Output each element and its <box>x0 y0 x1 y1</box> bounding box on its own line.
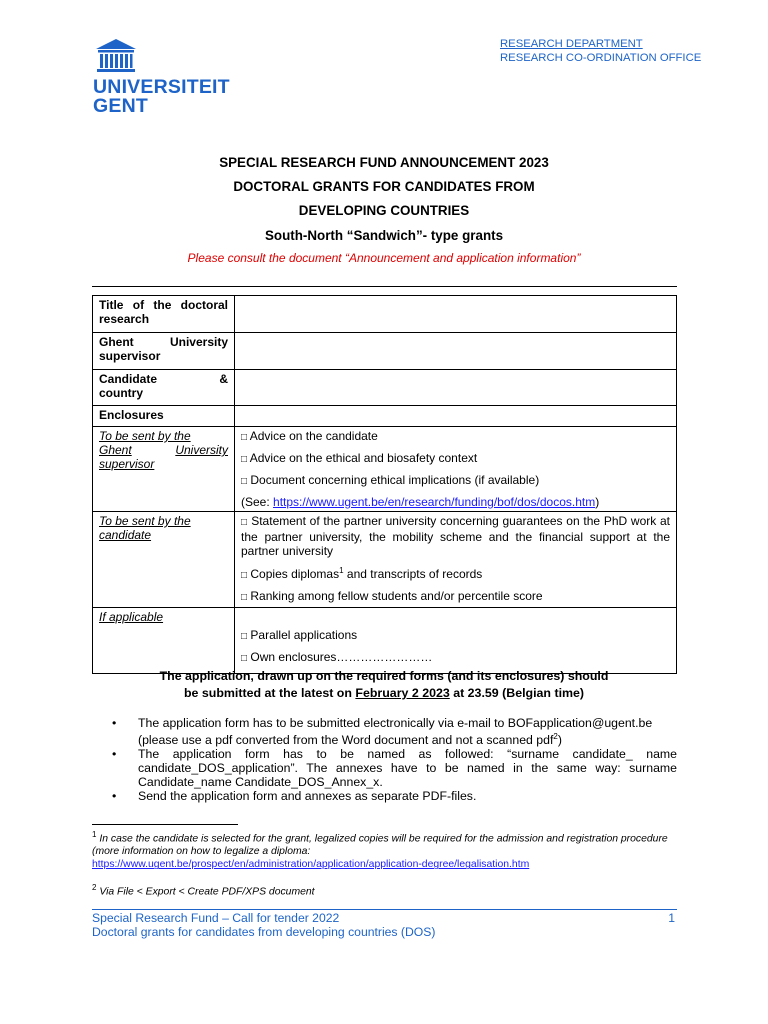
consult-note: Please consult the document “Announcement and application information” <box>187 251 581 265</box>
label-enclosures: Enclosures <box>93 406 235 427</box>
page-footer <box>92 911 677 939</box>
field-enclosures <box>235 406 677 427</box>
row-by-supervisor <box>93 427 677 512</box>
row-by-candidate <box>93 512 677 608</box>
list-item: □ Parallel applications <box>241 628 358 642</box>
deadline-date: February 2 2023 <box>355 686 450 700</box>
list-item: • The application form has to be named as followed: “surname candidate_ name candidate_DOS_application”. The annexes have to be named in the same way: surname Candidate_name Candidate_DOS_Annex_x. <box>112 747 677 790</box>
title-line-2: DOCTORAL GRANTS FOR CANDIDATES FROM <box>233 179 535 194</box>
label-title: Title of the doctoral research <box>93 296 235 333</box>
footer-line-1: Special Research Fund – Call for tender 2022 <box>92 911 340 925</box>
row-if-applicable <box>93 608 677 674</box>
divider <box>92 286 677 287</box>
label-supervisor: Ghent University supervisor <box>93 333 235 370</box>
research-department: RESEARCH DEPARTMENT <box>500 38 643 50</box>
department-header <box>500 37 701 65</box>
field-title[interactable] <box>235 296 677 333</box>
logo-line-2: GENT <box>93 95 148 117</box>
footnote-divider <box>92 824 238 825</box>
label-candidate: Candidate & country <box>93 370 235 406</box>
docos-link[interactable]: https://www.ugent.be/en/research/funding/bof/dos/docos.htm <box>273 495 596 509</box>
logo-line-1: UNIVERSITEIT <box>93 76 230 98</box>
list-item: □ Ranking among fellow students and/or percentile score <box>241 589 543 603</box>
application-form-table <box>92 295 677 674</box>
row-supervisor <box>93 333 677 370</box>
field-candidate[interactable] <box>235 370 677 406</box>
list-item: • The application form has to be submitted electronically via e-mail to BOFapplication@ugent.be (please use a pdf converted from the Word document and not a scanned pdf$^2$) <box>112 716 653 748</box>
label-if-applicable: If applicable <box>93 608 235 674</box>
list-item: □ Statement of the partner university concerning guarantees on the PhD work at the partner university, the mobility scheme and the financial support at the partner university <box>241 514 671 558</box>
ugent-logo <box>93 38 230 117</box>
label-by-candidate: To be sent by the candidate <box>93 512 235 608</box>
see-reference: (See: https://www.ugent.be/en/research/funding/bof/dos/docos.htm) <box>241 495 600 509</box>
list-item: □ Advice on the candidate <box>241 429 378 443</box>
coordination-office: RESEARCH CO-ORDINATION OFFICE <box>500 52 702 64</box>
footer-divider <box>92 909 677 910</box>
row-title <box>93 296 677 333</box>
list-item: □ Document concerning ethical implications (if available) <box>241 473 540 487</box>
university-building-icon <box>95 38 137 74</box>
list-item: □ Copies diplomas$^1$ and transcripts of records <box>241 566 483 581</box>
field-supervisor[interactable] <box>235 333 677 370</box>
footnote-1: $^1$ In case the candidate is selected for the grant, legalized copies will be required for the admission and registration procedure (more information on how to legalize a diploma: https://www.ugent.be/prospect/en/administration/application/application-degree/legalisation.htm <box>92 830 668 871</box>
footer-line-2: Doctoral grants for candidates from developing countries (DOS) <box>92 925 436 939</box>
label-by-supervisor: To be sent by the Ghent University supervisor <box>93 427 235 512</box>
list-item: □ Own enclosures…………………… <box>241 650 433 664</box>
supervisor-enclosures <box>235 427 677 512</box>
subtitle: South-North “Sandwich”- type grants <box>264 228 504 243</box>
submission-deadline: The application, drawn up on the required forms (and its enclosures) should be submitted at the latest on February 2 2023 at 23.59 (Belgian time) <box>159 669 609 700</box>
row-enclosures <box>93 406 677 427</box>
page-number: 1 <box>668 911 675 925</box>
legalisation-link[interactable]: https://www.ugent.be/prospect/en/administration/application/application-degree/legalisation.htm <box>92 859 530 871</box>
instructions-list <box>112 716 677 803</box>
list-item: □ Advice on the ethical and biosafety context <box>241 451 478 465</box>
row-candidate <box>93 370 677 406</box>
candidate-enclosures <box>235 512 677 608</box>
optional-enclosures <box>235 608 677 674</box>
title-line-3: DEVELOPING COUNTRIES <box>298 203 470 218</box>
footnote-2: $^2$ Via File < Export < Create PDF/XPS document <box>92 883 315 898</box>
title-line-1: SPECIAL RESEARCH FUND ANNOUNCEMENT 2023 <box>219 155 549 170</box>
list-item: • Send the application form and annexes as separate PDF-files. <box>112 789 477 804</box>
